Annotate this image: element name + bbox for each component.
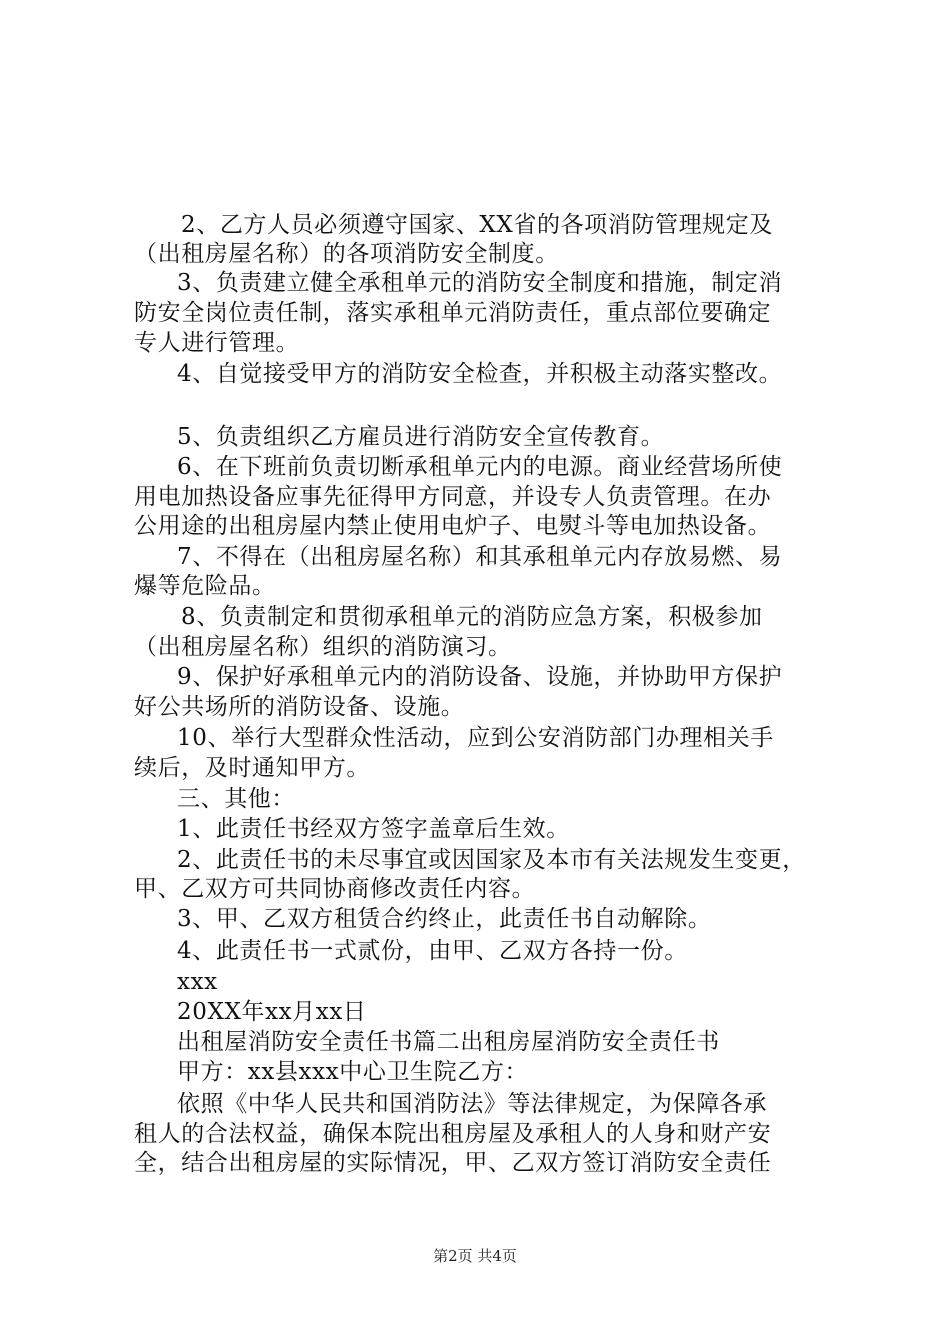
text-line: 甲、乙双方可共同协商修改责任内容。 [134,876,536,902]
text-line: 续后，及时通知甲方。 [134,755,370,781]
text-line: 2、乙方人员必须遵守国家、XX省的各项消防管理规定及 [181,212,773,238]
text-line: 3、甲、乙双方租赁合约终止，此责任书自动解除。 [177,906,712,932]
text-line: 出租屋消防安全责任书篇二出租房屋消防安全责任书 [177,1029,720,1055]
text-line: 3、负责建立健全承租单元的消防安全制度和措施，制定消 [177,270,783,296]
text-line: 用电加热设备应事先征得甲方同意，并设专人负责管理。在办 [134,484,772,510]
text-line: 爆等危险品。 [134,573,276,599]
text-line: 6、在下班前负责切断承租单元内的电源。商业经营场所使 [177,454,783,480]
date-line: 20XX年xx月xx日 [177,999,367,1025]
text-line: 租人的合法权益，确保本院出租房屋及承租人的人身和财产安 [134,1121,772,1147]
text-line: 全，结合出租房屋的实际情况，甲、乙双方签订消防安全责任 [134,1150,772,1176]
section-heading: 三、其他： [177,786,295,812]
text-line: 公用途的出租房屋内禁止使用电炉子、电熨斗等电加热设备。 [134,513,772,539]
text-line: 1、此责任书经双方签字盖章后生效。 [177,816,570,842]
text-line: 9、保护好承租单元内的消防设备、设施，并协助甲方保护 [177,664,783,690]
text-line: 5、负责组织乙方雇员进行消防安全宣传教育。 [177,424,665,450]
text-line: 4、自觉接受甲方的消防安全检查，并积极主动落实整改。 [177,361,783,387]
page-number-footer: 第2页 共4页 [433,1247,517,1265]
text-line: 依照《中华人民共和国消防法》等法律规定，为保障各承 [177,1091,767,1117]
text-line: 7、不得在（出租房屋名称）和其承租单元内存放易燃、易 [177,544,783,570]
text-line: 8、负责制定和贯彻承租单元的消防应急方案，积极参加 [181,604,763,630]
text-line: 4、此责任书一式贰份，由甲、乙双方各持一份。 [177,938,688,964]
text-line: （出租房屋名称）的各项消防安全制度。 [134,241,559,267]
text-line: （出租房屋名称）组织的消防演习。 [134,634,512,660]
text-line: 专人进行管理。 [134,330,300,356]
signature-name: xxx [177,969,218,995]
text-line: 好公共场所的消防设备、设施。 [134,694,465,720]
text-line: 2、此责任书的未尽事宜或因国家及本市有关法规发生变更， [177,847,806,873]
text-line: 甲方：xx县xxx中心卫生院乙方： [177,1059,529,1085]
text-line: 防安全岗位责任制，落实承租单元消防责任，重点部位要确定 [134,300,772,326]
text-line: 10、举行大型群众性活动，应到公安消防部门办理相关手 [177,725,774,751]
